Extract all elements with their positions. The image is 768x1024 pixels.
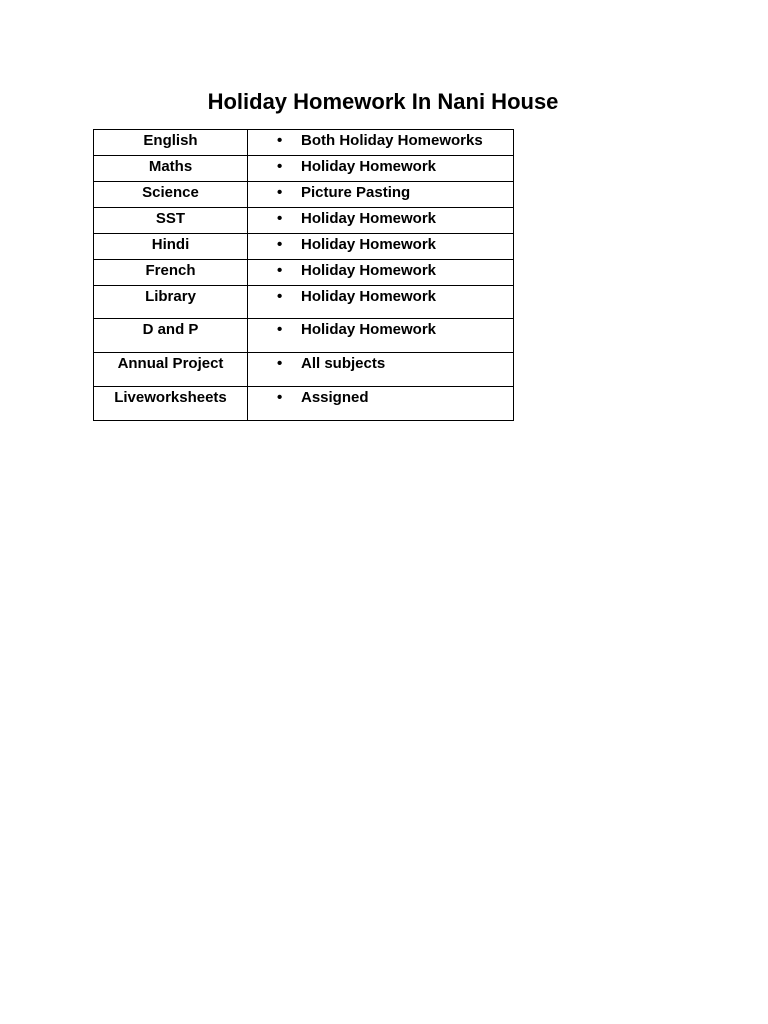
- page-title: Holiday Homework In Nani House: [207, 89, 559, 114]
- task-text: Holiday Homework: [301, 262, 437, 279]
- task-text: Holiday Homework: [301, 210, 437, 227]
- subject-cell: Library: [94, 286, 248, 319]
- task-cell: [248, 286, 514, 319]
- bullet-icon: •: [277, 389, 283, 406]
- task-cell: [248, 182, 514, 208]
- table-row: [94, 387, 514, 421]
- bullet-icon: •: [277, 236, 283, 253]
- homework-table: [93, 129, 514, 421]
- subject-cell: D and P: [94, 319, 248, 353]
- bullet-icon: •: [277, 321, 283, 338]
- task-cell: [248, 353, 514, 387]
- bullet-icon: •: [277, 288, 283, 305]
- table-row: [94, 156, 514, 182]
- task-cell: [248, 130, 514, 156]
- table-row: [94, 182, 514, 208]
- table-row: [94, 234, 514, 260]
- task-cell: [248, 156, 514, 182]
- task-cell: [248, 234, 514, 260]
- table-row: [94, 130, 514, 156]
- task-text: Holiday Homework: [301, 158, 437, 175]
- table-row: [94, 286, 514, 319]
- subject-cell: Hindi: [94, 234, 248, 260]
- table-row: [94, 260, 514, 286]
- bullet-icon: •: [277, 158, 283, 175]
- task-text: Holiday Homework: [301, 288, 437, 305]
- task-text: Assigned: [301, 389, 369, 406]
- subject-cell: Science: [94, 182, 248, 208]
- bullet-icon: •: [277, 132, 283, 149]
- task-cell: [248, 260, 514, 286]
- bullet-icon: •: [277, 262, 283, 279]
- bullet-icon: •: [277, 184, 283, 201]
- bullet-icon: •: [277, 210, 283, 227]
- bullet-icon: •: [277, 355, 283, 372]
- task-cell: [248, 319, 514, 353]
- subject-cell: French: [94, 260, 248, 286]
- table-row: [94, 353, 514, 387]
- table-row: [94, 319, 514, 353]
- task-cell: [248, 387, 514, 421]
- task-text: All subjects: [301, 355, 386, 372]
- table-row: [94, 208, 514, 234]
- task-text: Holiday Homework: [301, 321, 437, 338]
- subject-cell: SST: [94, 208, 248, 234]
- task-text: Holiday Homework: [301, 236, 437, 253]
- subject-cell: English: [94, 130, 248, 156]
- subject-cell: Annual Project: [94, 353, 248, 387]
- task-text: Both Holiday Homeworks: [301, 132, 483, 149]
- subject-cell: Liveworksheets: [94, 387, 248, 421]
- task-text: Picture Pasting: [301, 184, 411, 201]
- subject-cell: Maths: [94, 156, 248, 182]
- task-cell: [248, 208, 514, 234]
